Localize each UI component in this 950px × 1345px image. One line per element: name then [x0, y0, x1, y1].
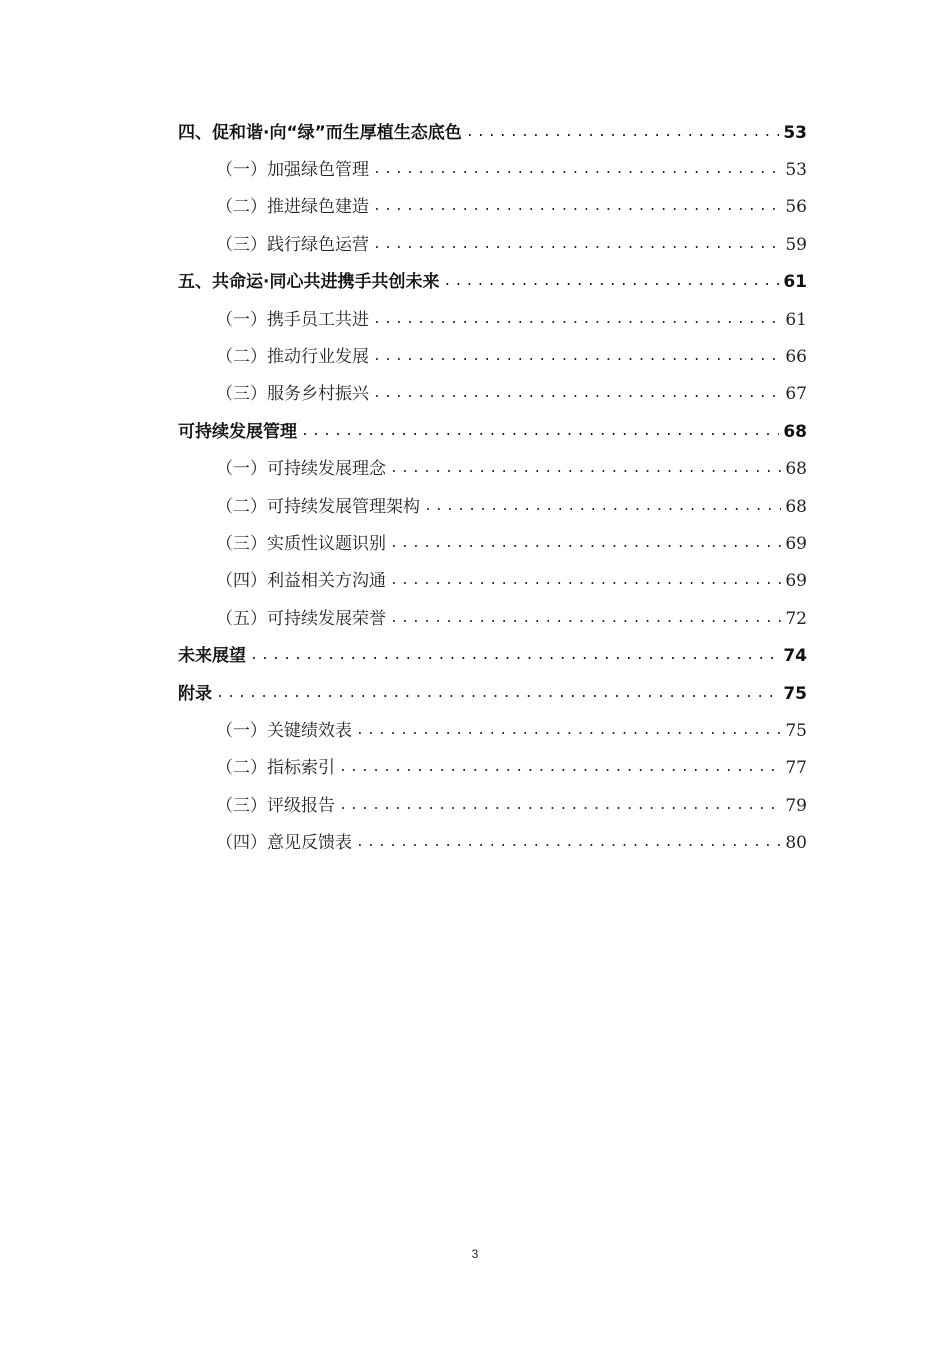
toc-entry[interactable] [178, 563, 807, 600]
toc-entry-title: （三）服务乡村振兴 [216, 384, 369, 405]
toc-entry-title: （四）意见反馈表 [216, 833, 352, 854]
toc-dot-leader [373, 160, 781, 180]
toc-entry-page: 68 [785, 496, 807, 517]
toc-dot-leader [250, 646, 779, 666]
toc-dot-leader [373, 197, 781, 217]
toc-entry[interactable] [178, 525, 807, 562]
toc-entry-page: 61 [783, 272, 807, 293]
toc-dot-leader [373, 310, 781, 330]
toc-entry-title: （一）可持续发展理念 [216, 459, 386, 480]
toc-entry-title: （五）可持续发展荣誉 [216, 608, 386, 629]
toc-entry-page: 67 [785, 384, 807, 405]
toc-entry-title: （一）加强绿色管理 [216, 160, 369, 181]
toc-entry[interactable] [178, 824, 807, 861]
toc-entry-title: 五、共命运·同心共进携手共创未来 [178, 272, 440, 293]
toc-entry-page: 72 [785, 608, 807, 629]
toc-dot-leader [356, 833, 781, 853]
toc-entry-title: （二）可持续发展管理架构 [216, 496, 420, 517]
toc-dot-leader [390, 534, 781, 554]
toc-entry-title: （三）实质性议题识别 [216, 533, 386, 554]
toc-entry-page: 80 [785, 833, 807, 854]
toc-entry-title: （二）推进绿色建造 [216, 197, 369, 218]
toc-dot-leader [356, 721, 781, 741]
toc-entry-title: （三）践行绿色运营 [216, 234, 369, 255]
toc-entry[interactable] [178, 376, 807, 413]
toc-entry[interactable] [178, 451, 807, 488]
toc-dot-leader [373, 235, 781, 255]
toc-entry[interactable] [178, 750, 807, 787]
toc-entry-page: 74 [783, 646, 807, 667]
toc-entry-page: 68 [785, 459, 807, 480]
toc-entry[interactable] [178, 226, 807, 263]
toc-entry-title: （四）利益相关方沟通 [216, 571, 386, 592]
toc-entry[interactable] [178, 189, 807, 226]
toc-entry-title: （一）携手员工共进 [216, 309, 369, 330]
toc-entry[interactable] [178, 600, 807, 637]
toc-dot-leader [301, 422, 779, 442]
toc-entry-page: 56 [785, 197, 807, 218]
table-of-contents [178, 114, 807, 862]
toc-dot-leader [339, 758, 781, 778]
toc-entry-page: 68 [783, 421, 807, 442]
toc-entry-title: 附录 [178, 683, 212, 704]
toc-dot-leader [424, 497, 781, 517]
toc-entry[interactable] [178, 675, 807, 712]
toc-entry-title: （三）评级报告 [216, 795, 335, 816]
toc-entry-page: 59 [785, 234, 807, 255]
toc-entry-page: 53 [785, 160, 807, 181]
toc-entry[interactable] [178, 114, 807, 151]
toc-entry-title: 可持续发展管理 [178, 421, 297, 442]
toc-entry-title: 未来展望 [178, 646, 246, 667]
toc-entry[interactable] [178, 264, 807, 301]
toc-dot-leader [339, 796, 781, 816]
toc-entry-page: 77 [785, 758, 807, 779]
toc-dot-leader [443, 272, 779, 292]
toc-entry-page: 61 [785, 309, 807, 330]
toc-dot-leader [373, 384, 781, 404]
toc-dot-leader [466, 123, 780, 143]
toc-entry-title: （二）指标索引 [216, 758, 335, 779]
toc-entry[interactable] [178, 338, 807, 375]
toc-dot-leader [390, 459, 781, 479]
toc-dot-leader [390, 571, 781, 591]
toc-entry-title: （一）关键绩效表 [216, 720, 352, 741]
toc-entry-title: 四、促和谐·向“绿”而生厚植生态底色 [178, 122, 462, 143]
toc-entry[interactable] [178, 637, 807, 674]
toc-entry[interactable] [178, 301, 807, 338]
page-number: 3 [471, 1247, 479, 1261]
toc-entry-page: 66 [785, 347, 807, 368]
toc-entry-page: 79 [785, 795, 807, 816]
toc-entry-page: 69 [785, 571, 807, 592]
toc-entry-page: 53 [783, 122, 807, 143]
toc-entry-title: （二）推动行业发展 [216, 347, 369, 368]
toc-entry-page: 69 [785, 533, 807, 554]
toc-dot-leader [390, 609, 781, 629]
toc-entry-page: 75 [785, 720, 807, 741]
toc-dot-leader [373, 347, 781, 367]
toc-dot-leader [216, 684, 779, 704]
toc-entry[interactable] [178, 413, 807, 450]
toc-entry[interactable] [178, 488, 807, 525]
toc-entry[interactable] [178, 712, 807, 749]
toc-entry[interactable] [178, 787, 807, 824]
toc-entry-page: 75 [783, 683, 807, 704]
toc-entry[interactable] [178, 151, 807, 188]
